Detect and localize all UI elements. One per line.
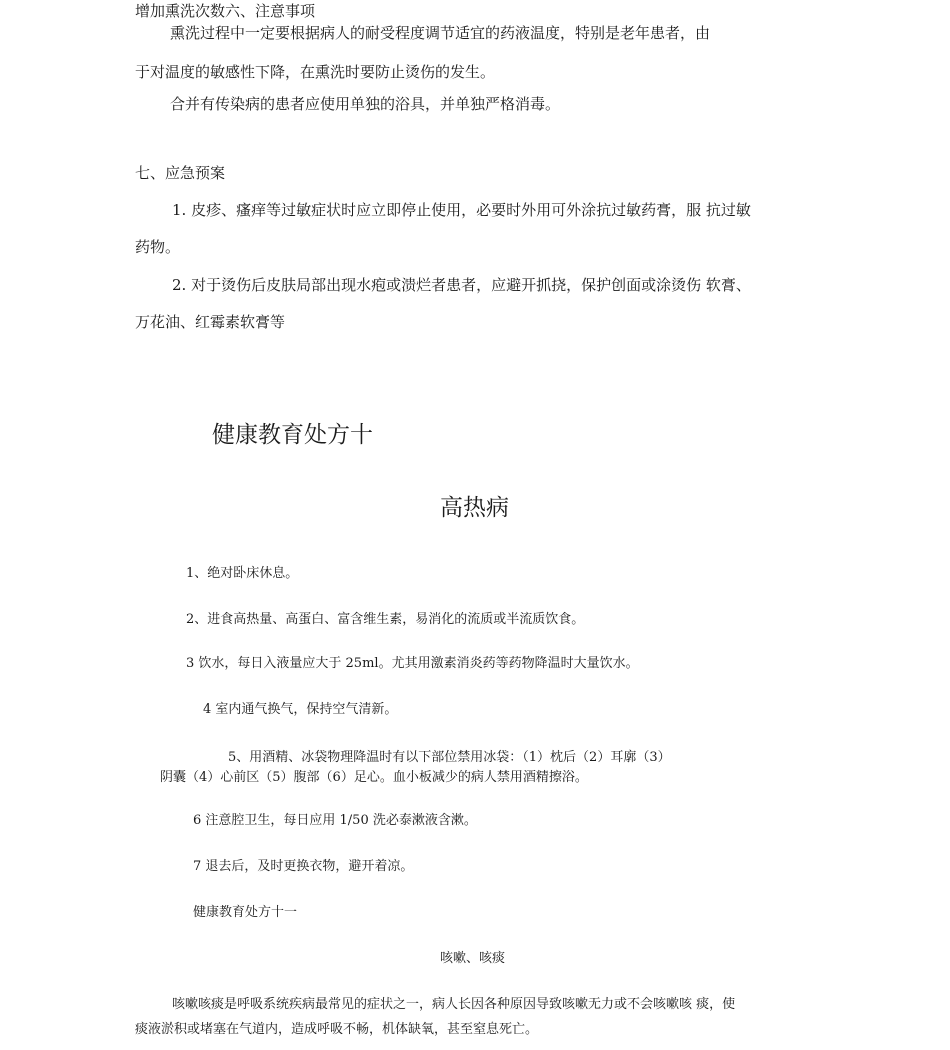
prescription10-item3: 3 饮水，每日入液量应大于 25ml。尤其用激素消炎药等药物降温时大量饮水。 (186, 656, 639, 671)
prescription11-para-line1: 咳嗽咳痰是呼吸系统疾病最常见的症状之一，病人长因各种原因导致咳嗽无力或不会咳嗽咳 痰，使 (172, 997, 736, 1012)
section6-para2: 合并有传染病的患者应使用单独的浴具，并单独严格消毒。 (170, 95, 561, 113)
section7-item2-line2: 万花油、红霉素软膏等 (135, 313, 286, 331)
prescription11-title: 咳嗽、咳痰 (440, 951, 506, 966)
prescription11-heading: 健康教育处方十一 (193, 905, 298, 920)
section6-para1-line1: 熏洗过程中一定要根据病人的耐受程度调节适宜的药液温度，特别是老年患者，由 (170, 24, 711, 42)
prescription10-item1: 1、绝对卧床休息。 (186, 566, 299, 581)
prescription10-heading: 健康教育处方十 (212, 422, 373, 448)
prescription10-item2: 2、进食高热量、高蛋白、富含维生素，易消化的流质或半流质饮食。 (186, 612, 585, 627)
section6-heading: 增加熏洗次数六、注意事项 (135, 2, 316, 20)
section6-para1-line2: 于对温度的敏感性下降，在熏洗时要防止烫伤的发生。 (135, 63, 496, 81)
prescription10-item4: 4 室内通气换气，保持空气清新。 (203, 702, 398, 717)
section7-heading: 七、应急预案 (135, 164, 226, 182)
section7-item1-line2: 药物。 (135, 238, 181, 256)
prescription10-item5-line1: 5、用酒精、冰袋物理降温时有以下部位禁用冰袋：（1）枕后（2）耳廓（3） (228, 750, 671, 765)
prescription11-para-line2: 痰液淤积或堵塞在气道内，造成呼吸不畅，机体缺氧，甚至窒息死亡。 (135, 1022, 539, 1037)
prescription10-title: 高热病 (440, 495, 509, 521)
section7-item2-line1: 2. 对于烫伤后皮肤局部出现水疱或溃烂者患者，应避开抓挠，保护创面或涂烫伤 软膏、 (172, 276, 751, 294)
prescription10-item5-line2: 阴囊（4）心前区（5）腹部（6）足心。血小板减少的病人禁用酒精擦浴。 (160, 770, 588, 785)
section7-item1-line1: 1. 皮疹、瘙痒等过敏症状时应立即停止使用，必要时外用可外涂抗过敏药膏，服 抗过敏 (172, 201, 751, 219)
prescription10-item6: 6 注意腔卫生，每日应用 1/50 洗必泰漱液含漱。 (193, 813, 477, 828)
prescription10-item7: 7 退去后，及时更换衣物，避开着凉。 (193, 859, 414, 874)
